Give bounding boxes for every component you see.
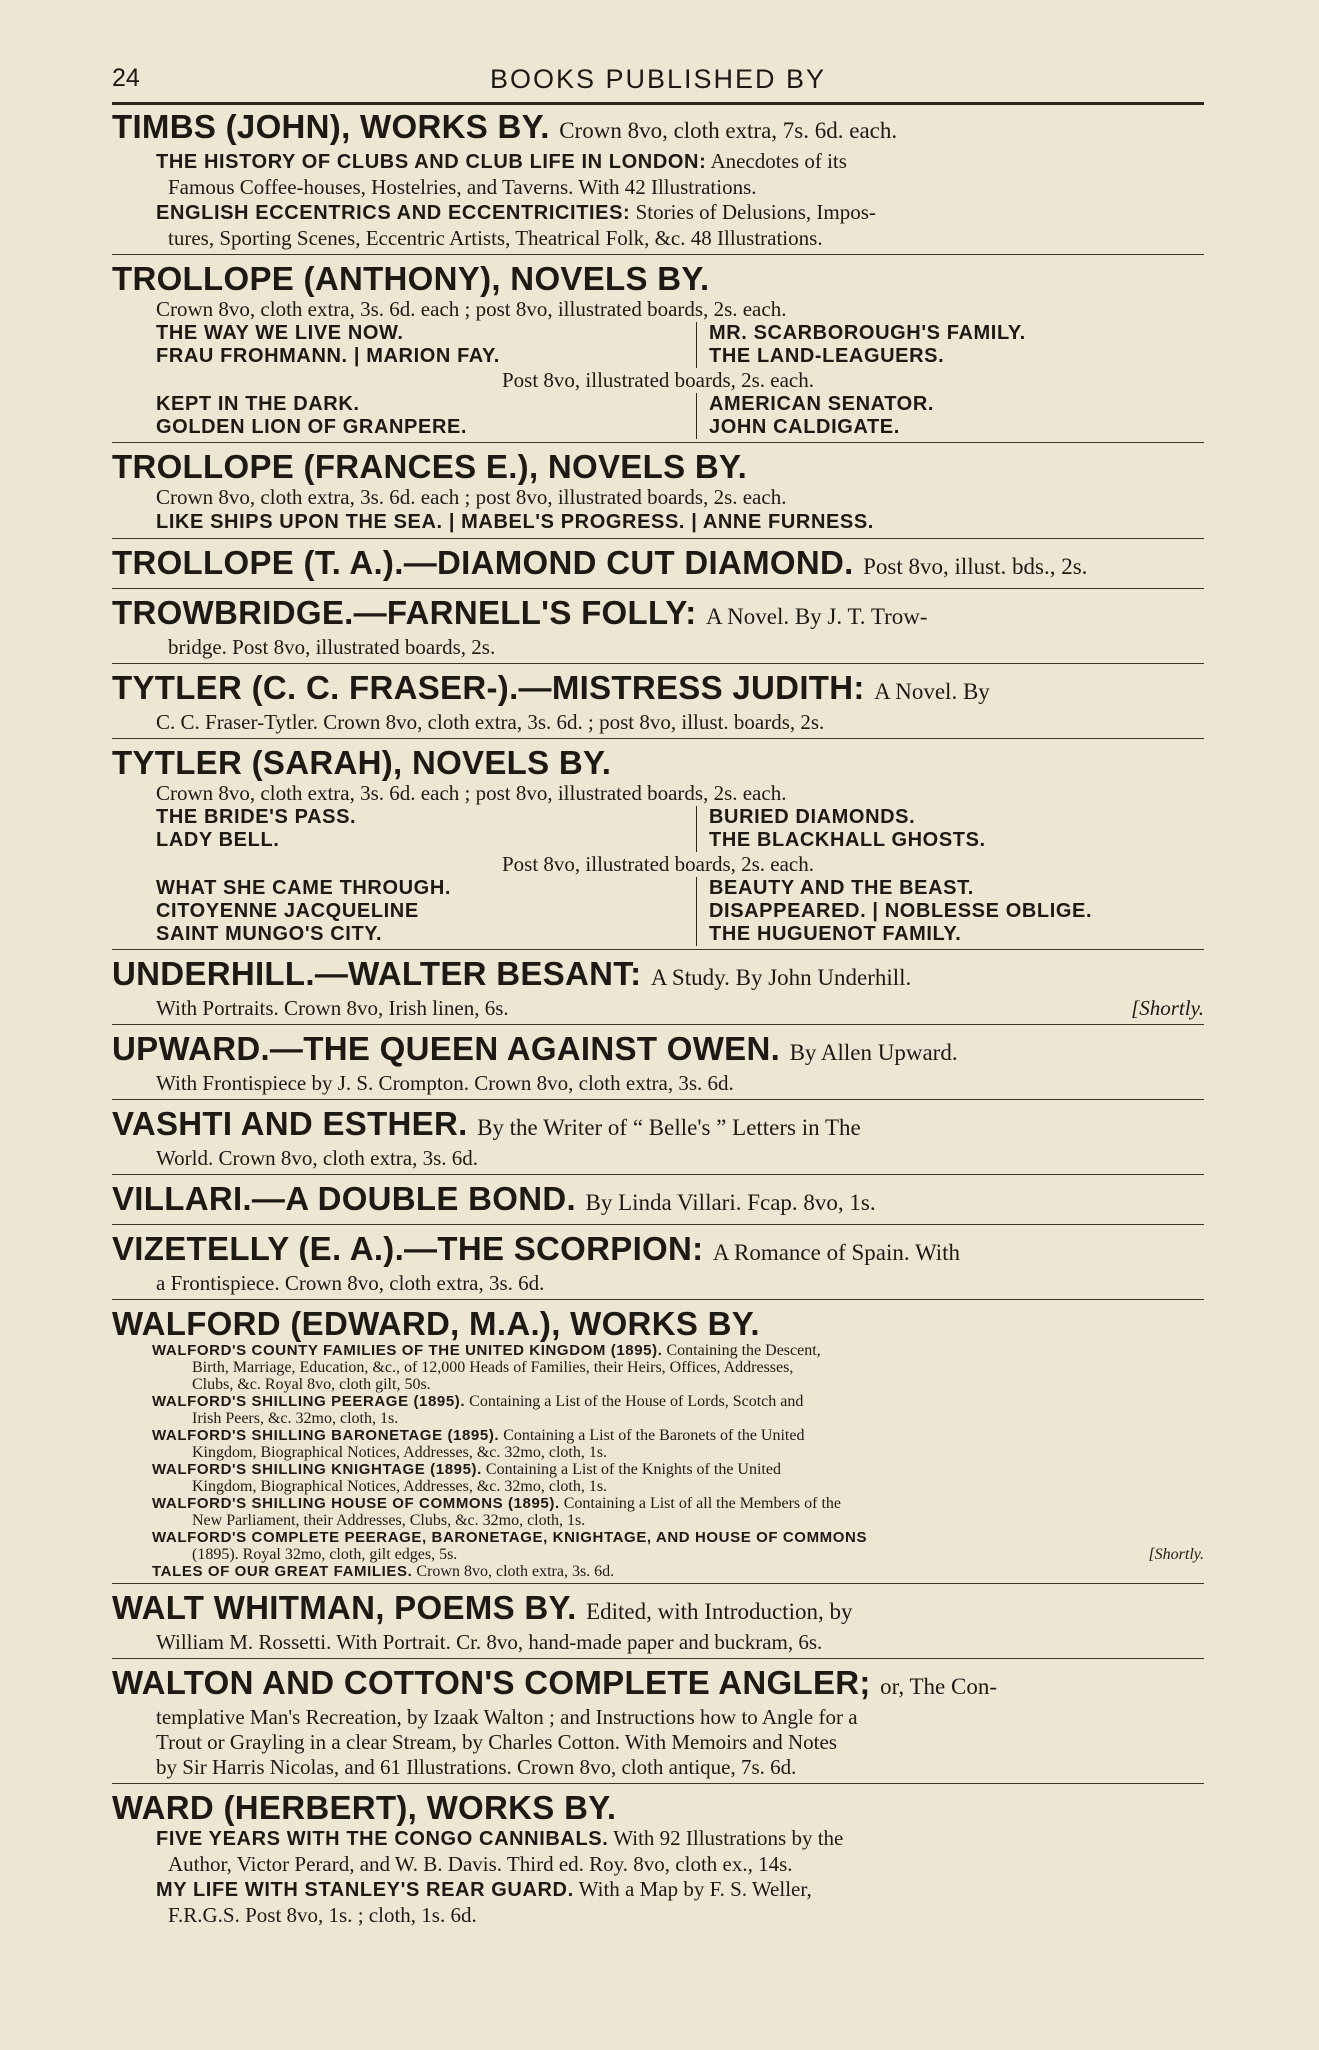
entry-trowbridge [112, 594, 1204, 664]
book-title: GOLDEN LION OF GRANPERE. [156, 416, 468, 438]
book-description: With a Map by F. S. Weller, [578, 1877, 812, 1901]
book-title: WALFORD'S COMPLETE PEERAGE, BARONETAGE, KNIGHTAGE, AND HOUSE OF COMMONS [152, 1529, 868, 1546]
book-description: New Parliament, their Addresses, Clubs, &c. 32mo, cloth, 1s. [192, 1512, 586, 1529]
book-description: Containing a List of all the Members of the [563, 1495, 842, 1512]
book-description: Anecdotes of its [710, 149, 847, 173]
entry-underhill [112, 955, 1204, 1025]
entry-details: With Portraits. Crown 8vo, Irish linen, 6s. [156, 996, 509, 1020]
title-columns [112, 806, 1204, 852]
entry-heading: WALFORD (EDWARD, M.A.), WORKS BY. [112, 1305, 760, 1342]
book-title: AMERICAN SENATOR. [709, 393, 935, 415]
entry-description: A Study. By John Underhill. [650, 965, 912, 990]
entry-vizetelly [112, 1230, 1204, 1300]
entry-heading: TYTLER (SARAH), NOVELS BY. [112, 744, 612, 781]
book-description: Famous Coffee-houses, Hostelries, and Taverns. With 42 Illustrations. [168, 175, 757, 199]
price-line: Crown 8vo, cloth extra, 3s. 6d. each ; post 8vo, illustrated boards, 2s. each. [156, 485, 787, 509]
entry-price: Crown 8vo, cloth extra, 7s. 6d. each. [559, 118, 898, 143]
entry-description: or, The Con- [880, 1674, 997, 1699]
entry-heading: VIZETELLY (E. A.).—THE SCORPION: [112, 1230, 704, 1267]
book-title: WALFORD'S SHILLING KNIGHTAGE (1895). [152, 1461, 482, 1478]
entry-timbs [112, 108, 1204, 255]
entry-details: a Frontispiece. Crown 8vo, cloth extra, 3s. 6d. [156, 1271, 545, 1295]
entry-heading: TIMBS (JOHN), WORKS BY. [112, 108, 550, 145]
running-header [112, 62, 1204, 105]
book-title: THE LAND-LEAGUERS. [709, 345, 945, 367]
book-description: Kingdom, Biographical Notices, Addresses, &c. 32mo, cloth, 1s. [192, 1478, 608, 1495]
entry-trollope-anthony [112, 260, 1204, 443]
shortly-note: [Shortly. [1148, 1546, 1204, 1563]
book-title: CITOYENNE JACQUELINE [156, 900, 419, 922]
entry-description: By Allen Upward. [789, 1040, 958, 1065]
book-title: ENGLISH ECCENTRICS AND ECCENTRICITIES: [156, 202, 631, 224]
title-columns [112, 322, 1204, 368]
entry-heading: WARD (HERBERT), WORKS BY. [112, 1789, 617, 1826]
entry-description: By the Writer of “ Belle's ” Letters in The [477, 1115, 861, 1140]
entry-heading: WALT WHITMAN, POEMS BY. [112, 1589, 577, 1626]
book-title: WALFORD'S SHILLING PEERAGE (1895). [152, 1393, 466, 1410]
shortly-note: [Shortly. [1131, 996, 1204, 1020]
entry-details: With Frontispiece by J. S. Crompton. Crown 8vo, cloth extra, 3s. 6d. [156, 1071, 734, 1095]
book-title: WALFORD'S SHILLING HOUSE OF COMMONS (1895). [152, 1495, 560, 1512]
entry-heading: WALTON AND COTTON'S COMPLETE ANGLER; [112, 1664, 871, 1701]
book-titles: LIKE SHIPS UPON THE SEA. | MABEL'S PROGRESS. | ANNE FURNESS. [156, 511, 874, 533]
entry-heading: TROLLOPE (ANTHONY), NOVELS BY. [112, 260, 710, 297]
book-title: THE BLACKHALL GHOSTS. [709, 829, 986, 851]
entry-details: World. Crown 8vo, cloth extra, 3s. 6d. [156, 1146, 479, 1170]
book-title: WHAT SHE CAME THROUGH. [156, 877, 452, 899]
title-columns [112, 877, 1204, 946]
entry-description: A Romance of Spain. With [712, 1240, 961, 1265]
book-description: Clubs, &c. Royal 8vo, cloth gilt, 50s. [192, 1376, 431, 1393]
price-line: Post 8vo, illustrated boards, 2s. each. [501, 852, 815, 876]
entry-details: by Sir Harris Nicolas, and 61 Illustrations. Crown 8vo, cloth antique, 7s. 6d. [156, 1755, 797, 1779]
entry-price: Post 8vo, illust. bds., 2s. [863, 554, 1088, 579]
entry-tytler-c [112, 669, 1204, 739]
entry-walford [112, 1305, 1204, 1584]
book-title: THE WAY WE LIVE NOW. [156, 322, 404, 344]
entry-details: William M. Rossetti. With Portrait. Cr. 8vo, hand-made paper and buckram, 6s. [156, 1630, 823, 1654]
book-title: THE HUGUENOT FAMILY. [709, 923, 962, 945]
entry-whitman [112, 1589, 1204, 1659]
entry-vashti [112, 1105, 1204, 1175]
entry-walton [112, 1664, 1204, 1784]
price-line: Crown 8vo, cloth extra, 3s. 6d. each ; post 8vo, illustrated boards, 2s. each. [156, 781, 787, 805]
book-description: (1895). Royal 32mo, cloth, gilt edges, 5s. [192, 1546, 458, 1563]
running-title: BOOKS PUBLISHED BY [489, 64, 827, 94]
book-description: Crown 8vo, cloth extra, 3s. 6d. [416, 1563, 615, 1580]
book-title: DISAPPEARED. | NOBLESSE OBLIGE. [709, 900, 1093, 922]
book-title: BURIED DIAMONDS. [709, 806, 916, 828]
entry-heading: TROWBRIDGE.—FARNELL'S FOLLY: [112, 594, 697, 631]
entry-description: A Novel. By [874, 679, 990, 704]
entry-details: C. C. Fraser-Tytler. Crown 8vo, cloth extra, 3s. 6d. ; post 8vo, illust. boards, 2s. [156, 710, 825, 734]
title-columns [112, 393, 1204, 439]
entry-description: By Linda Villari. Fcap. 8vo, 1s. [585, 1190, 876, 1215]
book-title: TALES OF OUR GREAT FAMILIES. [152, 1563, 413, 1580]
entry-heading: VILLARI.—A DOUBLE BOND. [112, 1180, 577, 1217]
entry-trollope-frances [112, 448, 1204, 539]
book-description: Irish Peers, &c. 32mo, cloth, 1s. [192, 1410, 399, 1427]
book-title: JOHN CALDIGATE. [709, 416, 900, 438]
book-title: THE HISTORY OF CLUBS AND CLUB LIFE IN LONDON: [156, 151, 707, 173]
entry-details: bridge. Post 8vo, illustrated boards, 2s. [168, 635, 496, 659]
book-title: THE BRIDE'S PASS. [156, 806, 357, 828]
book-description: F.R.G.S. Post 8vo, 1s. ; cloth, 1s. 6d. [168, 1903, 477, 1927]
entry-heading: UNDERHILL.—WALTER BESANT: [112, 955, 642, 992]
book-title: FIVE YEARS WITH THE CONGO CANNIBALS. [156, 1828, 609, 1850]
entry-details: Trout or Grayling in a clear Stream, by Charles Cotton. With Memoirs and Notes [156, 1730, 837, 1754]
book-description: Author, Victor Perard, and W. B. Davis. Third ed. Roy. 8vo, cloth ex., 14s. [168, 1852, 793, 1876]
price-line: Post 8vo, illustrated boards, 2s. each. [501, 368, 815, 392]
book-description: tures, Sporting Scenes, Eccentric Artists, Theatrical Folk, &c. 48 Illustrations. [168, 226, 823, 250]
entry-heading: TYTLER (C. C. FRASER-).—MISTRESS JUDITH: [112, 669, 865, 706]
entry-heading: UPWARD.—THE QUEEN AGAINST OWEN. [112, 1030, 781, 1067]
entry-heading: TROLLOPE (T. A.).—DIAMOND CUT DIAMOND. [112, 544, 854, 581]
book-description: Kingdom, Biographical Notices, Addresses, &c. 32mo, cloth, 1s. [192, 1444, 608, 1461]
book-description: Birth, Marriage, Education, &c., of 12,000 Heads of Families, their Heirs, Offices, Addresses, [192, 1359, 794, 1376]
book-title: KEPT IN THE DARK. [156, 393, 360, 415]
entry-heading: VASHTI AND ESTHER. [112, 1105, 468, 1142]
entry-tytler-sarah [112, 744, 1204, 950]
entry-details: templative Man's Recreation, by Izaak Walton ; and Instructions how to Angle for a [156, 1705, 858, 1729]
entry-description: A Novel. By J. T. Trow- [706, 604, 928, 629]
book-title: LADY BELL. [156, 829, 280, 851]
book-description: Containing the Descent, [666, 1342, 821, 1359]
book-title: SAINT MUNGO'S CITY. [156, 923, 383, 945]
book-title: BEAUTY AND THE BEAST. [709, 877, 974, 899]
book-description: Stories of Delusions, Impos- [635, 200, 876, 224]
entry-description: Edited, with Introduction, by [586, 1599, 853, 1624]
book-title: WALFORD'S COUNTY FAMILIES OF THE UNITED KINGDOM (1895). [152, 1342, 663, 1359]
entry-heading: TROLLOPE (FRANCES E.), NOVELS BY. [112, 448, 748, 485]
book-title: MY LIFE WITH STANLEY'S REAR GUARD. [156, 1879, 574, 1901]
entry-trollope-ta [112, 544, 1204, 589]
book-description: Containing a List of the Knights of the United [485, 1461, 781, 1478]
book-title: WALFORD'S SHILLING BARONETAGE (1895). [152, 1427, 500, 1444]
page-number: 24 [112, 64, 140, 92]
entry-ward [112, 1789, 1204, 1931]
book-description: With 92 Illustrations by the [613, 1826, 844, 1850]
entry-villari [112, 1180, 1204, 1225]
book-title: MR. SCARBOROUGH'S FAMILY. [709, 322, 1026, 344]
book-description: Containing a List of the Baronets of the United [503, 1427, 805, 1444]
price-line: Crown 8vo, cloth extra, 3s. 6d. each ; post 8vo, illustrated boards, 2s. each. [156, 297, 787, 321]
book-description: Containing a List of the House of Lords, Scotch and [469, 1393, 804, 1410]
book-title: FRAU FROHMANN. | MARION FAY. [156, 345, 500, 367]
entry-upward [112, 1030, 1204, 1100]
catalogue-body [112, 108, 1204, 1936]
